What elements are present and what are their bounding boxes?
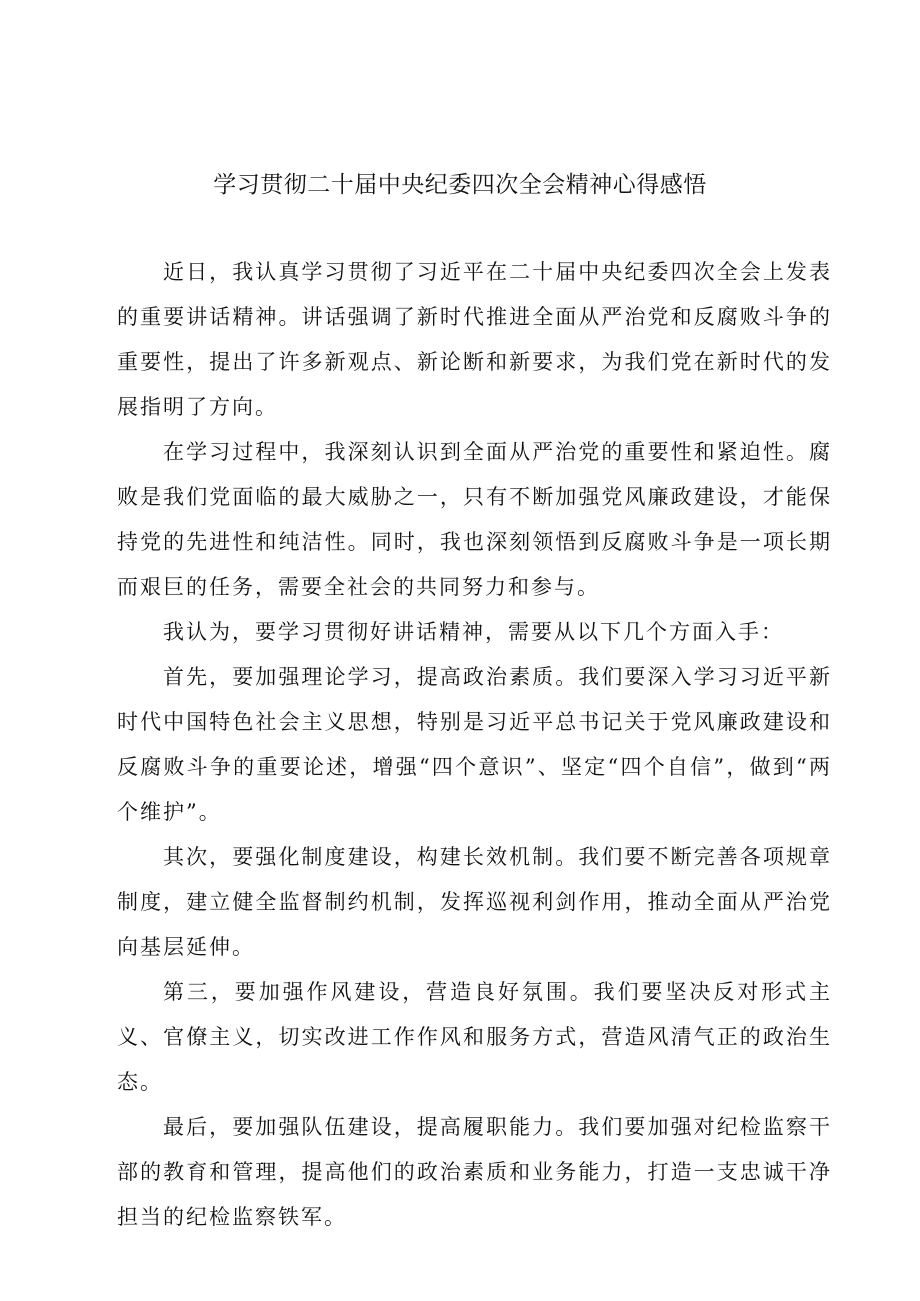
paragraph-final-point: 最后，要加强队伍建设，提高履职能力。我们要加强对纪检监察干部的教育和管理，提高他们的政治素质和业务能力，打造一支忠诚干净担当的纪检监察铁军。 bbox=[117, 1115, 832, 1229]
paragraph-understanding: 在学习过程中，我深刻认识到全面从严治党的重要性和紧迫性。腐败是我们党面临的最大威胁之一，只有不断加强党风廉政建设，才能保持党的先进性和纯洁性。同时，我也深刻领悟到反腐败斗争是一项长期而艰巨的任务，需要全社会的共同努力和参与。 bbox=[117, 440, 832, 599]
paragraph-third-point: 第三，要加强作风建设，营造良好氛围。我们要坚决反对形式主义、官僚主义，切实改进工作作风和服务方式，营造风清气正的政治生态。 bbox=[117, 980, 832, 1094]
paragraph-second-point: 其次，要强化制度建设，构建长效机制。我们要不断完善各项规章制度，建立健全监督制约机制，发挥巡视利剑作用，推动全面从严治党向基层延伸。 bbox=[117, 845, 832, 959]
paragraph-first-point: 首先，要加强理论学习，提高政治素质。我们要深入学习习近平新时代中国特色社会主义思想，特别是习近平总书记关于党风廉政建设和反腐败斗争的重要论述，增强“四个意识”、坚定“四个自信”，做到“两个维护”。 bbox=[117, 665, 832, 824]
paragraph-intro: 近日，我认真学习贯彻了习近平在二十届中央纪委四次全会上发表的重要讲话精神。讲话强调了新时代推进全面从严治党和反腐败斗争的重要性，提出了许多新观点、新论断和新要求，为我们党在新时代的发展指明了方向。 bbox=[117, 260, 832, 419]
document-title: 学习贯彻二十届中央纪委四次全会精神心得感悟 bbox=[213, 172, 707, 198]
paragraph-approach: 我认为，要学习贯彻好讲话精神，需要从以下几个方面入手： bbox=[163, 620, 784, 644]
document-body bbox=[117, 250, 832, 1240]
